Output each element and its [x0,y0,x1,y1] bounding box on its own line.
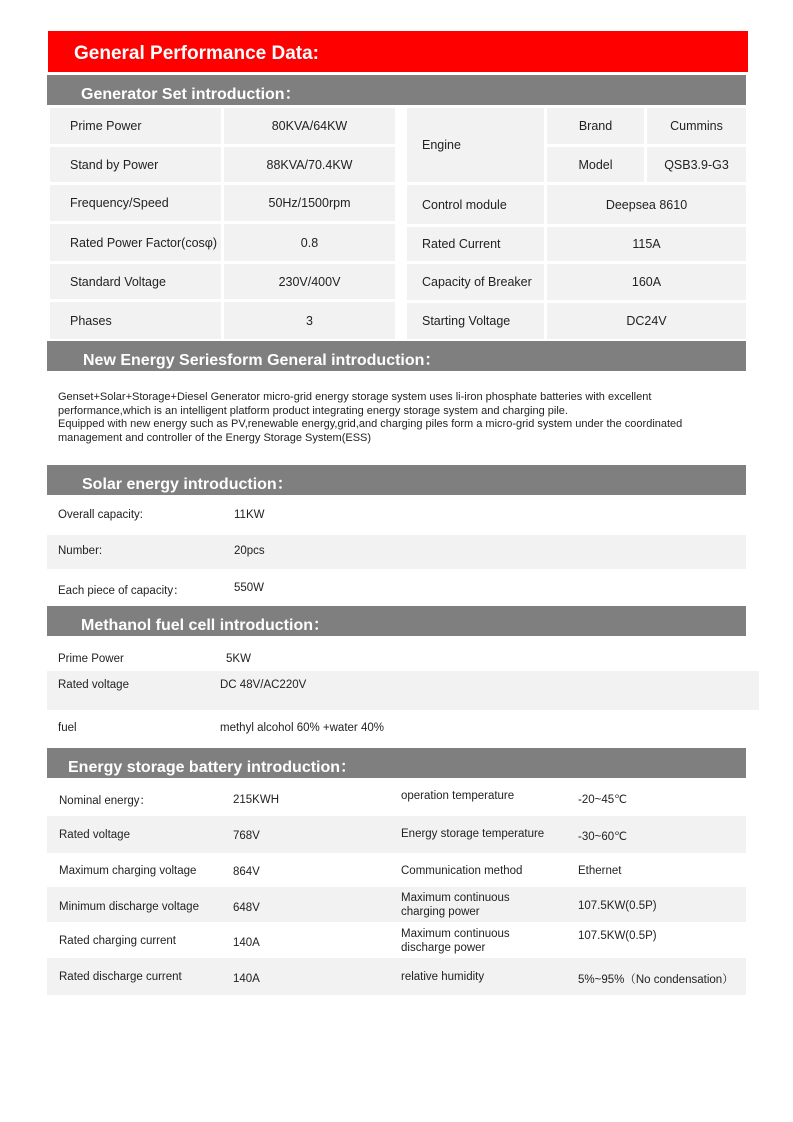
battery-value-operation-temp: -20~45℃ [578,794,628,806]
solar-value-capacity: 11KW [234,509,265,521]
battery-value-max-charging-voltage: 864V [233,866,260,878]
battery-value-humidity: 5%~95%（No condensation） [578,974,734,986]
new-energy-section-header [47,341,746,371]
battery-label-humidity: relative humidity [401,971,485,983]
methanol-label-prime-power: Prime Power [58,653,124,665]
battery-label-max-charging-power: Maximum continuous charging power [401,892,510,918]
gen-label-control-module: Control module [407,185,544,224]
gen-value-brand: Cummins [647,108,746,144]
battery-row-stripe [47,816,746,853]
gen-value-standard-voltage: 230V/400V [224,264,395,299]
solar-value-piece-capacity: 550W [234,582,265,594]
battery-label-rated-charging-current: Rated charging current [59,935,176,947]
battery-label-max-charging-voltage: Maximum charging voltage [59,865,197,877]
methanol-value-rated-voltage: DC 48V/AC220V [220,679,307,691]
solar-label-piece-capacity: Each piece of capacity： [58,585,185,597]
gen-label-power-factor: Rated Power Factor(cosφ) [50,224,221,261]
methanol-label-rated-voltage: Rated voltage [58,679,129,691]
page-title-banner [48,31,748,72]
methanol-value-prime-power: 5KW [226,653,251,665]
gen-label-starting-voltage: Starting Voltage [407,303,544,339]
battery-value-rated-charging-current: 140A [233,937,260,949]
battery-label-min-discharge-voltage: Minimum discharge voltage [59,901,199,913]
gen-label-model: Model [547,147,644,182]
gen-value-starting-voltage: DC24V [547,303,746,339]
methanol-section-title: Methanol fuel cell introduction： [81,617,330,634]
gen-value-breaker: 160A [547,264,746,300]
battery-value-nominal-energy: 215KWH [233,794,280,806]
solar-section-header [47,465,746,495]
new-energy-section-title: New Energy Seriesform General introduction： [83,352,441,369]
battery-label-max-discharge-power: Maximum continuous discharge power [401,928,510,954]
gen-label-phases: Phases [50,302,221,339]
battery-value-rated-voltage: 768V [233,830,260,842]
gen-label-standby-power: Stand by Power [50,147,221,182]
gen-label-standard-voltage: Standard Voltage [50,264,221,299]
battery-section-header [47,748,746,778]
methanol-row-stripe [47,671,759,710]
solar-section-title: Solar energy introduction： [82,476,293,493]
battery-label-communication: Communication method [401,865,523,877]
solar-row-stripe [47,535,746,569]
battery-value-communication: Ethernet [578,865,622,877]
solar-label-number: Number: [58,545,103,557]
battery-label-rated-discharge-current: Rated discharge current [59,971,182,983]
solar-value-number: 20pcs [234,545,265,557]
gen-label-breaker: Capacity of Breaker [407,264,544,300]
gen-label-prime-power: Prime Power [50,108,221,144]
battery-value-max-discharge-power: 107.5KW(0.5P) [578,930,657,942]
gen-value-rated-current: 115A [547,227,746,261]
gen-value-phases: 3 [224,302,395,339]
new-energy-description: Genset+Solar+Storage+Diesel Generator micro-grid energy storage system uses li-iron phosphate batteries with excellent performance,which is an intelligent platform product integrating energy storage system and charging pile. Equipped with new energy such as PV,renewable energy,grid,and charging piles form a micro-grid system under the coordinated management and controller of the Energy Storage System(ESS) [58,391,683,444]
generator-section-title: Generator Set introduction： [81,86,301,103]
generator-section-header [47,75,746,105]
page-title: General Performance Data: [74,43,319,64]
gen-value-control-module: Deepsea 8610 [547,185,746,224]
gen-label-rated-current: Rated Current [407,227,544,261]
battery-label-nominal-energy: Nominal energy： [59,795,152,807]
battery-label-operation-temp: operation temperature [401,790,515,802]
methanol-value-fuel: methyl alcohol 60% +water 40% [220,722,384,734]
gen-value-power-factor: 0.8 [224,224,395,261]
battery-section-title: Energy storage battery introduction： [68,759,357,776]
battery-value-storage-temp: -30~60℃ [578,831,628,843]
gen-value-model: QSB3.9-G3 [647,147,746,182]
gen-label-engine: Engine [407,108,544,182]
gen-label-frequency: Frequency/Speed [50,185,221,221]
battery-value-rated-discharge-current: 140A [233,973,260,985]
gen-value-standby-power: 88KVA/70.4KW [224,147,395,182]
battery-value-min-discharge-voltage: 648V [233,902,260,914]
methanol-label-fuel: fuel [58,722,77,734]
battery-value-max-charging-power: 107.5KW(0.5P) [578,900,657,912]
battery-label-storage-temp: Energy storage temperature [401,828,545,840]
gen-value-prime-power: 80KVA/64KW [224,108,395,144]
solar-label-capacity: Overall capacity: [58,509,144,521]
battery-label-rated-voltage: Rated voltage [59,829,130,841]
gen-label-brand: Brand [547,108,644,144]
methanol-section-header [47,606,746,636]
gen-value-frequency: 50Hz/1500rpm [224,185,395,221]
